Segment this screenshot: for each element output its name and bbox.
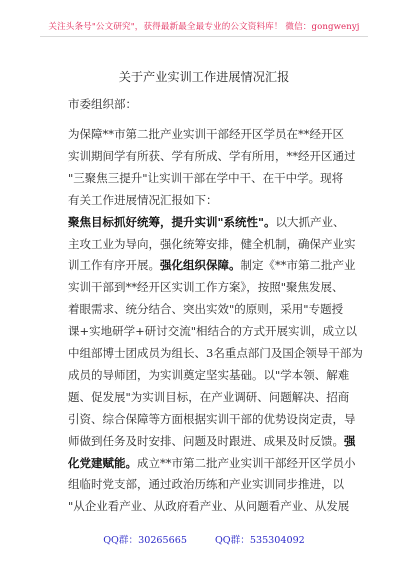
body-text: 课+实地研学+研讨交流"相结合的方式开展实训，成立以: [68, 324, 358, 339]
body-line: [68, 149, 356, 163]
footer-qq-group-2: QQ群：535304092: [214, 535, 305, 546]
body-text: 师做到任务及时安排、问题及时跟进、成果及时反馈。: [68, 433, 344, 448]
header-divider: [40, 36, 368, 37]
body-text: 为保障**市第二批产业实训干部经开区学员在**经开区: [68, 127, 344, 141]
body-text: 着眼需求、统分结合、突出实效"的原则，采用"专题授: [68, 302, 344, 317]
body-text: 主攻工业为导向，强化统筹安排，健全机制，确保产业实: [68, 236, 356, 251]
body-text: 成立**市第二批产业实训干部经开区学员小: [137, 455, 356, 470]
body-text: 成员的导师团，为实训奠定坚实基础。以"学本领、解难: [68, 367, 350, 382]
body-text: "从企业看产业、从政府看产业、从问题看产业、从发展: [68, 499, 350, 514]
document-title: 关于产业实训工作进展情况汇报: [118, 70, 290, 84]
bold-heading-text: 强化组织保障。: [160, 258, 241, 273]
salutation: 市委组织部：: [68, 97, 137, 111]
body-text: "三聚焦三提升"让实训干部在学中干、在干中学。现将: [68, 170, 344, 185]
body-text: 有关工作进展情况汇报如下：: [68, 192, 218, 207]
body-line: [68, 280, 344, 294]
body-line: [68, 171, 343, 185]
body-line: [68, 368, 349, 382]
bold-heading-text: 强: [344, 433, 356, 448]
promo-header: 关注头条号"公文研究"，获得最新最全最专业的公文资料库！ 微信：gongwenyj: [48, 22, 360, 32]
body-line: [68, 456, 356, 470]
body-line: [68, 499, 349, 513]
body-text: 以大抓产业、: [275, 214, 345, 229]
body-line: [68, 346, 363, 360]
body-text: 实训干部到**经开区实训工作方案》，按照"聚焦发展、: [68, 280, 344, 295]
body-text: 训工作有序开展。: [68, 258, 160, 273]
body-text: 制定《**市第二批产业: [240, 258, 356, 273]
body-line: [68, 324, 357, 338]
body-line: [68, 390, 349, 404]
body-line: [68, 215, 344, 229]
body-text: 组临时党支部，通过政治历练和产业实训同步推进，以: [68, 477, 344, 492]
body-text: 题、促发展"为实训目标，在产业调研、问题解决、招商: [68, 389, 350, 404]
body-line: [68, 193, 218, 207]
footer-qq-group-1: QQ群：30265665: [103, 535, 187, 546]
body-text: 中组部博士团成员为组长、3名重点部门及国企领导干部为: [68, 346, 363, 360]
body-line: [68, 434, 356, 448]
bold-heading-text: 聚焦目标抓好统筹，提升实训"系统性"。: [68, 214, 276, 229]
body-line: [68, 237, 356, 251]
bold-heading-text: 化党建赋能。: [68, 455, 137, 470]
body-text: 引资、综合保障等方面根据实训干部的优势设岗定责，导: [68, 411, 356, 426]
footer: [0, 532, 408, 546]
body-line: [68, 258, 356, 272]
body-line: [68, 477, 344, 491]
body-line: [68, 127, 344, 141]
body-line: [68, 302, 343, 316]
body-line: [68, 412, 356, 426]
body-text: 实训期间学有所获、学有所成、学有所用，**经开区通过: [68, 148, 356, 163]
